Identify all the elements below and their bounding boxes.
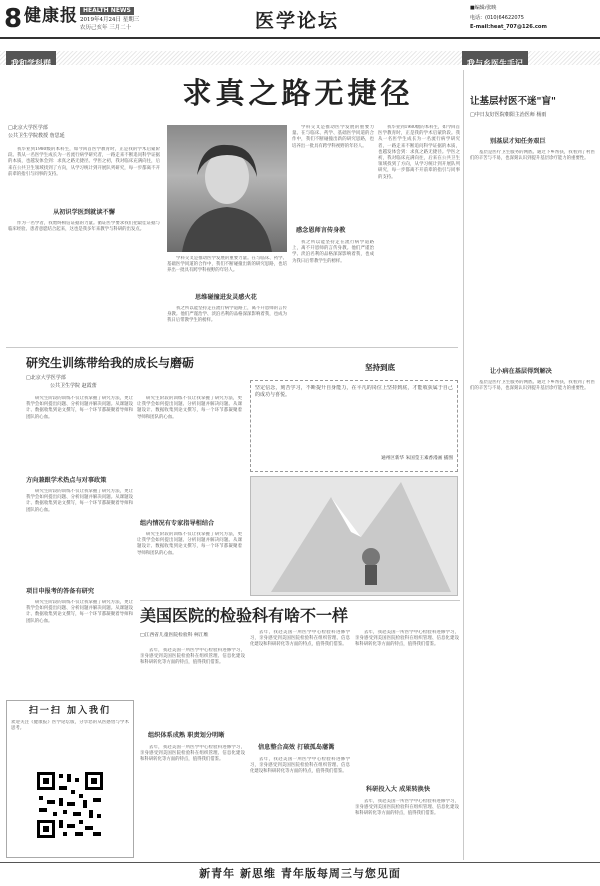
article-2-paragraph-2: 研究生阶段的训练不仅让我掌握了研究方法，更让我学会如何提出问题、分析问题并解决问题。从课题设计、数据收集到论文撰写，每一个环节都凝聚着导师和团队的心血。 bbox=[26, 489, 133, 513]
article-3-author: □中日友好医院朝阳主治医师 杨雨 bbox=[470, 112, 547, 118]
col-a-paragraph: 作为一名学者，我始终相信证据的力量。循证医学要求我们把最佳证据与临床经验、患者意愿结合起来，这也是我多年来教学与科研的出发点。 bbox=[8, 221, 160, 233]
article-3-paragraph-2: 基层是医疗卫生服务的网底。通过下乡帮扶，我看到了村医们的辛苦与不易，也深刻认识到提升基层诊疗能力的重要性。 bbox=[470, 380, 595, 392]
poem-text: 坚定信念，刻苦学习，不断提升自身能力，在平凡的岗位上坚持到底，才能收获属于自己的成功与喜悦。 bbox=[255, 385, 453, 398]
article-2-sub-3: 组内情况有专家指导相结合 bbox=[140, 520, 215, 527]
article-4-sub-3: 科研投入大 成果转换快 bbox=[366, 786, 431, 793]
article-4-author: □江西省儿童医院检验科 柯江维 bbox=[140, 633, 209, 638]
col-a-text-1 bbox=[8, 147, 160, 205]
article-2-author: 公共卫生学院 赵霞蕾 bbox=[50, 383, 97, 389]
article-4-text-1 bbox=[140, 648, 245, 728]
col-c-text bbox=[292, 125, 374, 220]
divider-article-2 bbox=[6, 347, 458, 348]
article-2-text-1 bbox=[26, 396, 133, 472]
date-line: 2019年4月24日 星期三 bbox=[80, 17, 140, 23]
divider-bottom-right bbox=[463, 400, 464, 860]
poem-box bbox=[250, 380, 458, 472]
article-3-sub-1: 别基层才知任务艰巨 bbox=[490, 138, 546, 145]
article-4-sub-1: 组织体系成熟 职责划分明晰 bbox=[148, 732, 225, 739]
masthead-rule bbox=[0, 37, 600, 39]
phone-line: 电话：(010)64622075 bbox=[470, 15, 524, 21]
article-4-paragraph-3: 去年，我赴美国一所医学中心检验科进修学习，亲身感受到美国医院检验科在组织管理、信息化建设和科研转化等方面的特点，值得我们借鉴。 bbox=[250, 630, 350, 648]
article-4-text-3 bbox=[250, 630, 350, 738]
banner-left bbox=[6, 51, 56, 68]
article-4-paragraph-4: 去年，我赴美国一所医学中心检验科进修学习，亲身感受到美国医院检验科在组织管理、信息化建设和科研转化等方面的特点，值得我们借鉴。 bbox=[250, 757, 350, 775]
article-4-text-6 bbox=[355, 799, 459, 855]
photo-alt bbox=[167, 125, 168, 126]
main-headline: 求真之路无捷径 bbox=[182, 76, 414, 110]
article-2-author-org: □北京大学医学部 bbox=[26, 375, 66, 381]
email-line: E-mail:heat_707@126.com bbox=[470, 24, 547, 30]
article-4-sub-2: 信息整合高效 打破孤岛藩篱 bbox=[258, 744, 335, 751]
cartoon-image bbox=[250, 476, 458, 596]
banner-right bbox=[462, 51, 528, 68]
banner-left-label: 我和学科群 bbox=[11, 58, 51, 68]
editor-line: ■编辑/张映 bbox=[470, 5, 497, 11]
col-c-paragraph: 学科交叉是推动医学发展的重要力量。在与临床、药学、基础医学同道的合作中，我们不断碰撞出新的研究思路，也培养出一批具有跨学科视野的年轻人。 bbox=[292, 125, 374, 149]
article-4-paragraph-5: 去年，我赴美国一所医学中心检验科进修学习，亲身感受到美国医院检验科在组织管理、信息化建设和科研转化等方面的特点，值得我们借鉴。 bbox=[355, 630, 459, 648]
paper-name: 健康报 bbox=[24, 6, 78, 26]
article-2-text-3 bbox=[26, 600, 133, 698]
article-4-paragraph-6: 去年，我赴美国一所医学中心检验科进修学习，亲身感受到美国医院检验科在组织管理、信息化建设和科研转化等方面的特点，值得我们借鉴。 bbox=[355, 799, 459, 817]
section-title: 医学论坛 bbox=[255, 10, 340, 32]
divider-article-4 bbox=[140, 600, 460, 601]
col-d-paragraph: 我毕业到1980级的本科生，如今回首医学教育时，正是我的学术启蒙阶段。我从一名医学生成长为一名流行病学研究者，一路走来不断追问科学证据的本质，也越发体会到：求真之路无捷径。学医之初，我对临床充满向往，后来在公共卫生领域找到了方向，从学习统计到开展队列研究，每一步都离不开前辈的指引与同事的支持。 bbox=[378, 125, 460, 180]
col-a-text-2 bbox=[8, 221, 160, 329]
article-4-text-4 bbox=[250, 757, 350, 855]
article-4-text-5 bbox=[355, 630, 459, 780]
portrait-image bbox=[167, 125, 287, 252]
divider-main-right bbox=[463, 70, 464, 400]
lead-paragraph: 我毕业到1980级的本科生，如今回首医学教育时，正是我的学术启蒙阶段。我从一名医学生成长为一名流行病学研究者，一路走来不断追问科学证据的本质，也越发体会到：求真之路无捷径。学医之初，我对临床充满向往，后来在公共卫生领域找到了方向，从学习统计到开展队列研究，每一步都离不开前辈的指引与同事的支持。 bbox=[8, 147, 160, 177]
article-3-paragraph: 基层是医疗卫生服务的网底。通过下乡帮扶，我看到了村医们的辛苦与不易，也深刻认识到提升基层诊疗能力的重要性。 bbox=[470, 150, 595, 162]
article-3-text-2 bbox=[470, 380, 595, 860]
author-photo bbox=[167, 125, 287, 252]
article-4-paragraph-2: 去年，我赴美国一所医学中心检验科进修学习，亲身感受到美国医院检验科在组织管理、信息化建设和科研转化等方面的特点，值得我们借鉴。 bbox=[140, 745, 245, 763]
article-2-sub-2: 项目申报考的答备有研究 bbox=[26, 588, 95, 595]
subhead-3: 感念恩师言传身教 bbox=[296, 227, 346, 234]
author-org: □北京大学医学部 bbox=[8, 125, 48, 131]
poem-author: 通州区新华 朱国莹王素香漫画 插图 bbox=[381, 456, 453, 461]
footer-rule bbox=[0, 862, 600, 863]
subhead-1: 从初识学医到就读不懈 bbox=[53, 209, 115, 216]
qr-title: 扫一扫 加入我们 bbox=[28, 706, 112, 716]
cartoon-illustration bbox=[251, 477, 458, 596]
article-4-headline: 美国医院的检验科有啥不一样 bbox=[140, 606, 349, 625]
issue-line: 农历己亥年 三月二十 bbox=[80, 25, 132, 31]
section-en: HEALTH NEWS bbox=[80, 7, 134, 15]
article-4-paragraph: 去年，我赴美国一所医学中心检验科进修学习，亲身感受到美国医院检验科在组织管理、信息化建设和科研转化等方面的特点，值得我们借鉴。 bbox=[140, 648, 245, 666]
article-2-text-4 bbox=[137, 396, 242, 514]
article-2-paragraph-3: 研究生阶段的训练不仅让我掌握了研究方法，更让我学会如何提出问题、分析问题并解决问题。从课题设计、数据收集到论文撰写，每一个环节都凝聚着导师和团队的心血。 bbox=[26, 600, 133, 624]
article-3-sub-2: 让小病在基层得到解决 bbox=[490, 368, 552, 375]
article-2-headline: 研究生训练带给我的成长与磨砺 bbox=[26, 356, 195, 370]
col-b-paragraph: 学科交叉是推动医学发展的重要力量。在与临床、药学、基础医学同道的合作中，我们不断碰撞出新的研究思路，也培养出一批具有跨学科视野的年轻人。 bbox=[167, 256, 287, 274]
col-b-text bbox=[167, 256, 287, 291]
poem-title: 坚持到底 bbox=[365, 363, 395, 372]
article-3-headline: 让基层村医不迷"盲" bbox=[470, 96, 556, 107]
qr-code[interactable] bbox=[35, 770, 105, 840]
article-2-paragraph-5: 研究生阶段的训练不仅让我掌握了研究方法，更让我学会如何提出问题、分析问题并解决问题。从课题设计、数据收集到论文撰写，每一个环节都凝聚着导师和团队的心血。 bbox=[137, 532, 242, 556]
article-3-text-1 bbox=[470, 150, 595, 350]
subhead-2: 思维碰撞进发灵感火花 bbox=[195, 294, 257, 301]
col-c-paragraph-2: 我之所以能坚持走在流行病学道路上，离不开恩师的言传身教。他们严谨治学、淡泊名利的品格深深影响着我，也成为我日后带教学生的榜样。 bbox=[292, 240, 374, 264]
col-c-text-2 bbox=[292, 240, 374, 345]
article-2-text-2 bbox=[26, 489, 133, 581]
qr-text: 欢迎关注《健康报》医学论坛版，分享您的从医感悟与学术思考。 bbox=[11, 720, 129, 731]
article-2-sub-1: 方向兼跟学术热点与对事政策 bbox=[26, 477, 107, 484]
page-number: 8 bbox=[4, 4, 23, 34]
banner-right-label: 我与乡医生手记 bbox=[467, 58, 523, 68]
col-b-paragraph-2: 我之所以能坚持走在流行病学道路上，离不开恩师的言传身教。他们严谨治学、淡泊名利的品格深深影响着我，也成为我日后带教学生的榜样。 bbox=[167, 306, 287, 324]
col-d-text bbox=[378, 125, 460, 345]
article-2-paragraph: 研究生阶段的训练不仅让我掌握了研究方法，更让我学会如何提出问题、分析问题并解决问题。从课题设计、数据收集到论文撰写，每一个环节都凝聚着导师和团队的心血。 bbox=[26, 396, 133, 420]
col-b-text-2 bbox=[167, 306, 287, 346]
article-2-paragraph-4: 研究生阶段的训练不仅让我掌握了研究方法，更让我学会如何提出问题、分析问题并解决问题。从课题设计、数据收集到论文撰写，每一个环节都凝聚着导师和团队的心血。 bbox=[137, 396, 242, 420]
article-4-text-2 bbox=[140, 745, 245, 855]
masthead bbox=[0, 0, 600, 36]
author-line: 公共卫生学院教授 詹思延 bbox=[8, 133, 65, 139]
footer-slogan: 新青年 新思维 青年版每周三与您见面 bbox=[199, 867, 401, 880]
qr-box bbox=[6, 700, 134, 858]
